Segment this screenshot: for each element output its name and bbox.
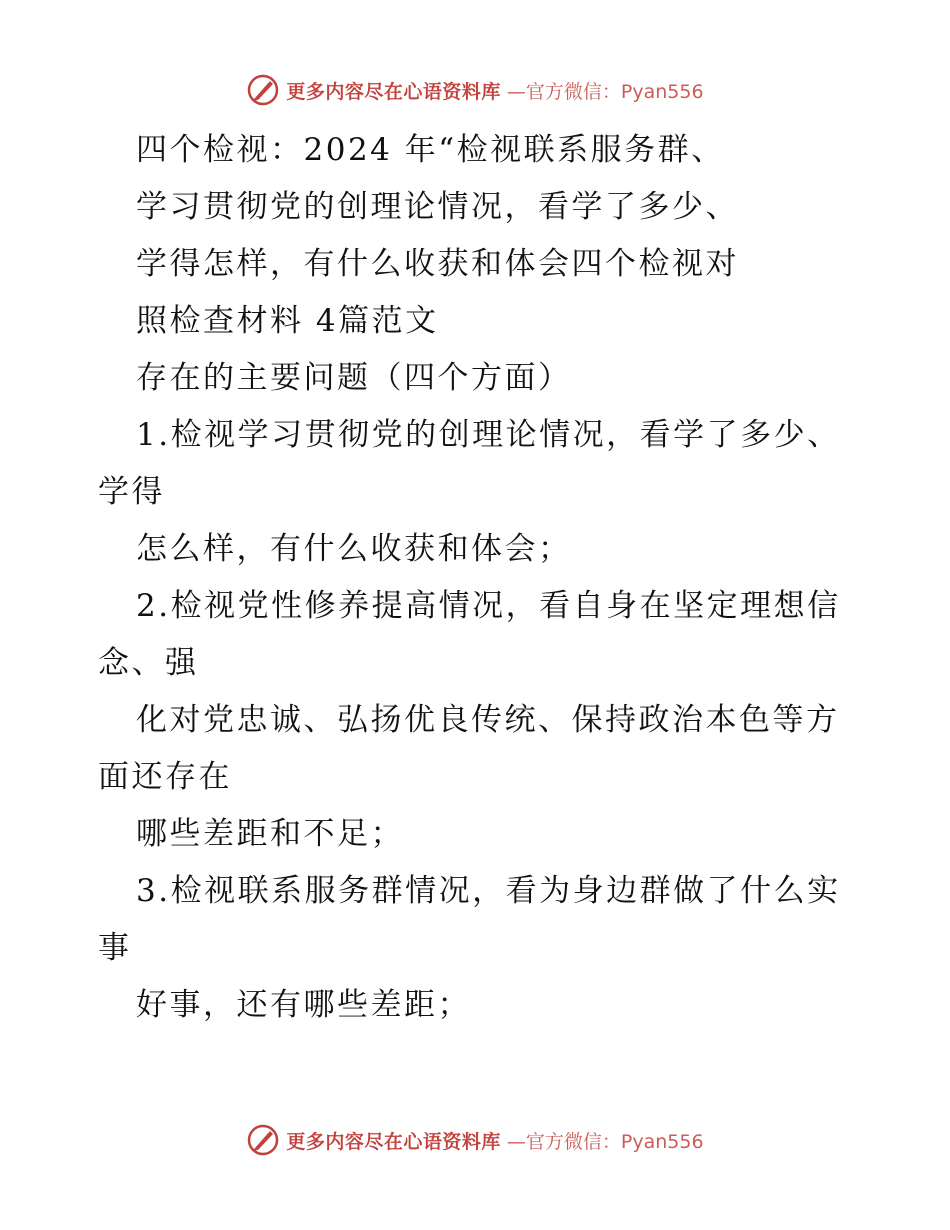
text-line: 学得怎样，有什么收获和体会四个检视对: [136, 246, 739, 282]
text-line: 四个检视：2024 年“检视联系服务群、: [136, 132, 725, 168]
text-line: 怎么样，有什么收获和体会；: [136, 531, 572, 567]
watermark-brand: 更多内容尽在心语资料库: [286, 1130, 501, 1153]
watermark-contact: —官方微信：Pyan556: [506, 1130, 704, 1153]
text-line: 存在的主要问题（四个方面）: [136, 360, 572, 396]
text-line: 好事，还有哪些差距；: [136, 987, 471, 1023]
text-line: 化对党忠诚、弘扬优良传统、保持政治本色等方: [136, 702, 840, 738]
text-line: 3.检视联系服务群情况，看为身边群做了什么实: [136, 873, 841, 909]
text-line: 学得: [98, 474, 165, 510]
text-line: 1.检视学习贯彻党的创理论情况，看学了多少、: [136, 417, 841, 453]
footer-watermark: [0, 1122, 950, 1158]
text-line: 念、强: [98, 645, 199, 681]
document-body: [98, 122, 858, 1034]
text-line: 哪些差距和不足；: [136, 816, 404, 852]
text-line: 学习贯彻党的创理论情况，看学了多少、: [136, 189, 739, 225]
text-line: 2.检视党性修养提高情况，看自身在坚定理想信: [136, 588, 841, 624]
watermark-brand: 更多内容尽在心语资料库: [286, 80, 501, 103]
text-line: 事: [98, 930, 132, 966]
quill-seal-icon: [246, 1123, 280, 1157]
text-line: 照检查材料 4篇范文: [136, 303, 439, 339]
header-watermark: [0, 72, 950, 108]
text-line: 面还存在: [98, 759, 232, 795]
watermark-contact: —官方微信：Pyan556: [506, 80, 704, 103]
quill-seal-icon: [246, 73, 280, 107]
